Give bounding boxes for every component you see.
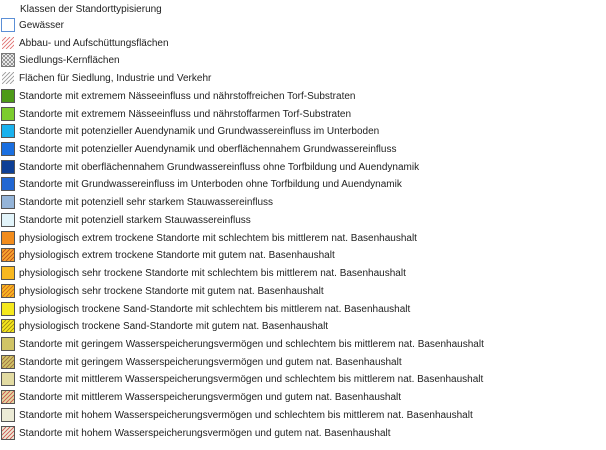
legend-item-label: physiologisch sehr trockene Standorte mit schlechtem bis mittlerem nat. Basenhaushalt <box>19 268 406 280</box>
legend-item-label: Standorte mit Grundwassereinfluss im Unterboden ohne Torfbildung und Auendynamik <box>19 179 402 191</box>
water-icon <box>1 18 15 32</box>
legend-item-label: Standorte mit extremem Nässeeinfluss und nährstoffreichen Torf-Substraten <box>19 90 356 102</box>
hatch-swatch <box>1 319 15 333</box>
color-swatch <box>1 231 15 245</box>
hatch-swatch <box>1 355 15 369</box>
legend-item <box>0 247 606 265</box>
legend-item <box>0 265 606 283</box>
legend-item <box>0 106 606 124</box>
legend-item-label: physiologisch trockene Sand-Standorte mit gutem nat. Basenhaushalt <box>19 321 329 333</box>
legend-item <box>0 212 606 230</box>
crosshatch-icon <box>1 53 15 67</box>
legend-item-label: Standorte mit mittlerem Wasserspeicherungsvermögen und gutem nat. Basenhaushalt <box>19 392 402 404</box>
legend-item <box>0 371 606 389</box>
legend-item <box>0 52 606 70</box>
legend-item <box>0 70 606 88</box>
color-swatch <box>1 302 15 316</box>
legend-item <box>0 336 606 354</box>
legend-item-label: Abbau- und Aufschüttungsflächen <box>19 37 169 49</box>
color-swatch <box>1 195 15 209</box>
legend-item-label: Standorte mit hohem Wasserspeicherungsvermögen und gutem nat. Basenhaushalt <box>19 427 391 439</box>
legend-item <box>0 301 606 319</box>
hatch-icon <box>1 71 15 85</box>
legend-item <box>0 283 606 301</box>
legend-item <box>0 318 606 336</box>
legend-item-label: Standorte mit geringem Wasserspeicherungsvermögen und gutem nat. Basenhaushalt <box>19 356 402 368</box>
legend-item-label: Standorte mit potenziell sehr starkem Stauwassereinfluss <box>19 197 274 209</box>
legend-item <box>0 159 606 177</box>
legend-item-label: Standorte mit oberflächennahem Grundwassereinfluss ohne Torfbildung und Auendynamik <box>19 161 420 173</box>
legend-item <box>0 194 606 212</box>
legend-item-label: Standorte mit mittlerem Wasserspeicherungsvermögen und schlechtem bis mittlerem nat. Basenhaushalt <box>19 374 484 386</box>
color-swatch <box>1 266 15 280</box>
color-swatch <box>1 107 15 121</box>
color-swatch <box>1 337 15 351</box>
legend-item-label: Standorte mit extremem Nässeeinfluss und nährstoffarmen Torf-Substraten <box>19 108 352 120</box>
legend-item <box>0 354 606 372</box>
legend-item <box>0 407 606 425</box>
hatch-swatch <box>1 390 15 404</box>
legend-item-label: Standorte mit potenziell starkem Stauwassereinfluss <box>19 214 251 226</box>
legend-item <box>0 141 606 159</box>
legend-item-label: physiologisch trockene Sand-Standorte mit schlechtem bis mittlerem nat. Basenhaushalt <box>19 303 411 315</box>
hatch-swatch <box>1 284 15 298</box>
legend-item-label: physiologisch extrem trockene Standorte mit gutem nat. Basenhaushalt <box>19 250 335 262</box>
hatch-icon <box>1 36 15 50</box>
color-swatch <box>1 142 15 156</box>
color-swatch <box>1 213 15 227</box>
legend-item-label: Standorte mit geringem Wasserspeicherungsvermögen und schlechtem bis mittlerem nat. Basenhaushalt <box>19 338 484 350</box>
legend-item <box>0 17 606 35</box>
hatch-swatch <box>1 426 15 440</box>
color-swatch <box>1 372 15 386</box>
legend-item <box>0 230 606 248</box>
color-swatch <box>1 124 15 138</box>
color-swatch <box>1 89 15 103</box>
legend-item <box>0 176 606 194</box>
legend-item <box>0 425 606 443</box>
legend-item <box>0 123 606 141</box>
legend-item-label: Standorte mit potenzieller Auendynamik und Grundwassereinfluss im Unterboden <box>19 126 380 138</box>
hatch-swatch <box>1 248 15 262</box>
legend-item <box>0 389 606 407</box>
legend-item-label: Flächen für Siedlung, Industrie und Verkehr <box>19 73 212 85</box>
legend-item-label: Standorte mit hohem Wasserspeicherungsvermögen und schlechtem bis mittlerem nat. Basenhaushalt <box>19 409 473 421</box>
legend-item-label: physiologisch extrem trockene Standorte mit schlechtem bis mittlerem nat. Basenhaushalt <box>19 232 417 244</box>
legend-item-label: Gewässer <box>19 20 65 31</box>
color-swatch <box>1 160 15 174</box>
color-swatch <box>1 408 15 422</box>
legend-item <box>0 88 606 106</box>
legend-item-label: physiologisch sehr trockene Standorte mit gutem nat. Basenhaushalt <box>19 285 324 297</box>
legend-item-label: Standorte mit potenzieller Auendynamik und oberflächennahem Grundwassereinfluss <box>19 144 397 156</box>
color-swatch <box>1 177 15 191</box>
legend-title: Klassen der Standorttypisierung <box>20 4 162 15</box>
legend-item <box>0 35 606 53</box>
legend-item-label: Siedlungs-Kernflächen <box>19 55 120 67</box>
